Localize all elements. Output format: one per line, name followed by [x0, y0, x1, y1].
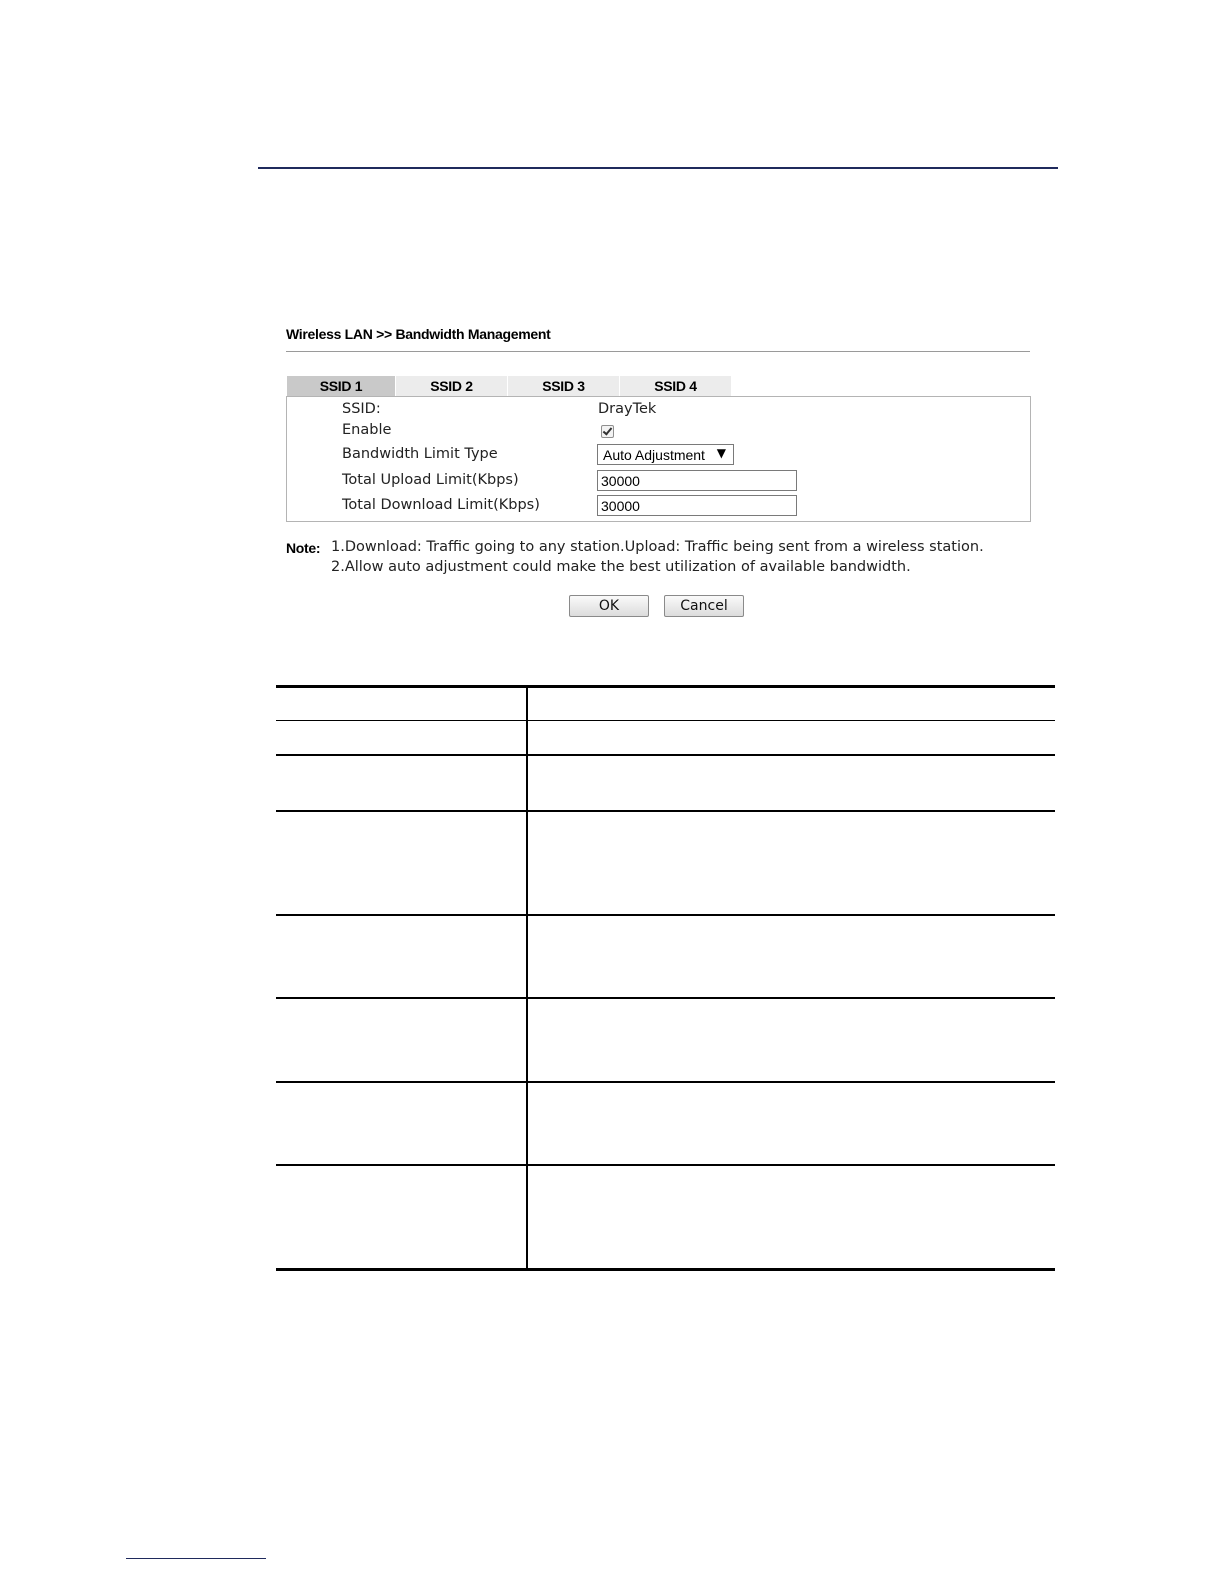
enable-checkbox[interactable] — [601, 425, 614, 438]
table-column-divider — [526, 685, 528, 1271]
note-line-2: 2.Allow auto adjustment could make the best utilization of available bandwidth. — [331, 559, 911, 575]
header-rule — [258, 167, 1058, 169]
table-bottom-border — [276, 1268, 1055, 1271]
page-title: Wireless LAN >> Bandwidth Management — [286, 326, 551, 342]
footer-rule — [126, 1558, 266, 1559]
ok-button[interactable]: OK — [569, 595, 649, 617]
description-table — [276, 685, 1055, 1271]
table-row-divider — [276, 914, 1055, 916]
limit-type-select[interactable] — [597, 444, 734, 465]
enable-label: Enable — [342, 422, 392, 438]
tab-ssid-1[interactable]: SSID 1 — [287, 376, 396, 396]
cancel-button[interactable]: Cancel — [664, 595, 744, 617]
table-row-divider — [276, 720, 1055, 721]
tab-ssid-4[interactable]: SSID 4 — [620, 376, 732, 396]
table-row-divider — [276, 754, 1055, 756]
note-label: Note: — [286, 540, 321, 556]
download-limit-input[interactable] — [597, 495, 797, 516]
table-top-border — [276, 685, 1055, 688]
upload-limit-label: Total Upload Limit(Kbps) — [342, 472, 519, 488]
table-row-divider — [276, 997, 1055, 999]
upload-limit-input[interactable] — [597, 470, 797, 491]
table-row-divider — [276, 1081, 1055, 1083]
ssid-label: SSID: — [342, 401, 381, 417]
note-line-1: 1.Download: Traffic going to any station.Upload: Traffic being sent from a wireless station. — [331, 539, 984, 555]
tab-ssid-3[interactable]: SSID 3 — [508, 376, 620, 396]
limit-type-selected: Auto Adjustment — [603, 447, 705, 463]
tab-ssid-2[interactable]: SSID 2 — [396, 376, 508, 396]
dropdown-arrow-icon: ▼ — [716, 446, 726, 460]
ssid-tab-bar — [287, 376, 732, 396]
download-limit-label: Total Download Limit(Kbps) — [342, 497, 540, 513]
table-row-divider — [276, 1164, 1055, 1166]
title-divider — [286, 351, 1030, 352]
ssid-value: DrayTek — [598, 401, 657, 417]
table-row-divider — [276, 810, 1055, 812]
limit-type-label: Bandwidth Limit Type — [342, 446, 498, 462]
